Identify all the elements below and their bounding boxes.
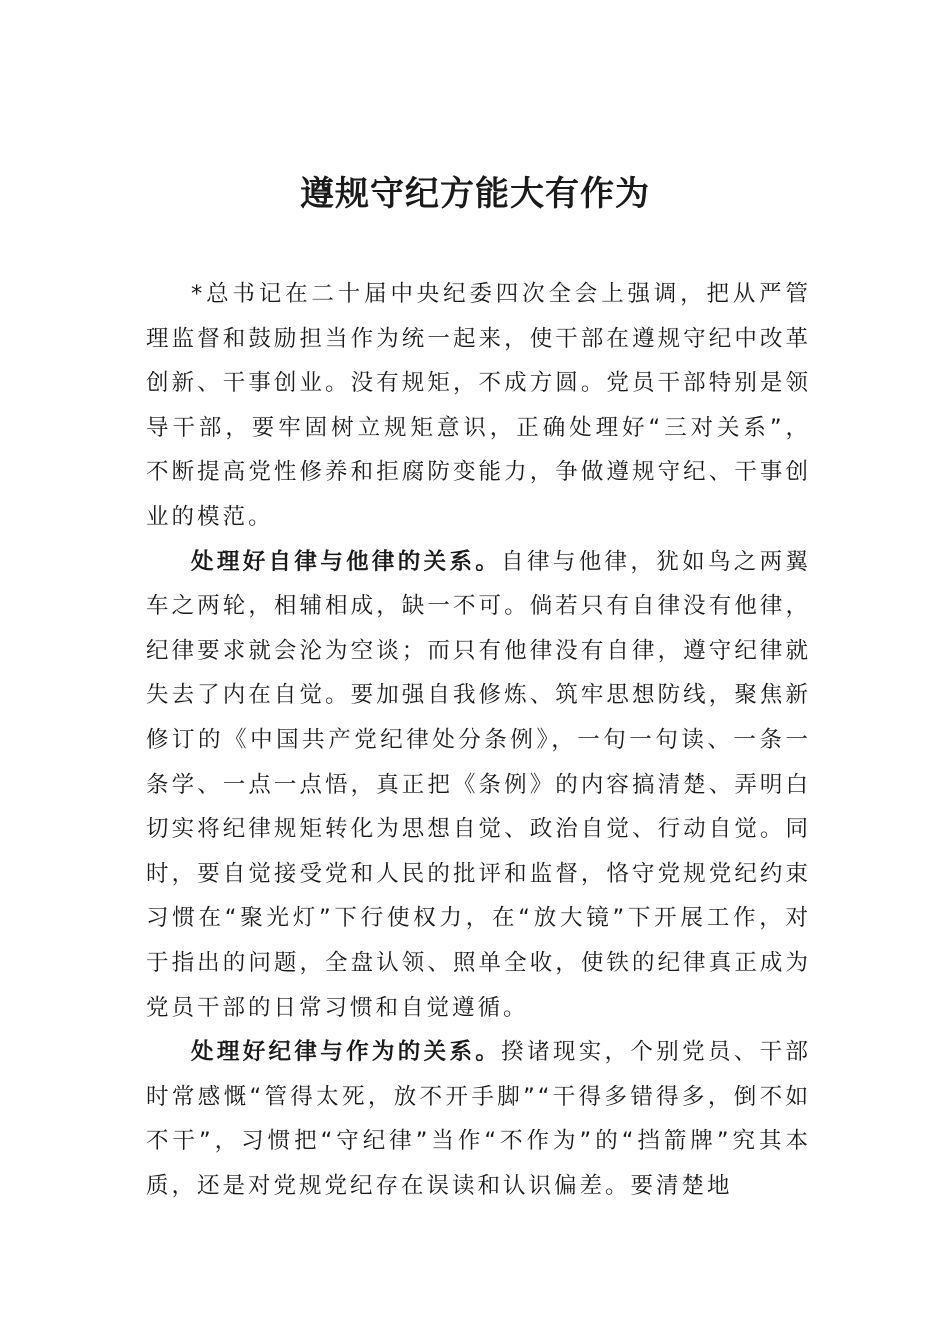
paragraph-text: 自律与他律，犹如鸟之两翼车之两轮，相辅相成，缺一不可。倘若只有自律没有他律，纪律要求就会沦为空谈；而只有他律没有自律，遵守纪律就失去了内在自觉。要加强自我修炼、筑牢思想防线，聚焦新修订的《中国共产党纪律处分条例》，一句一句读、一条一条学、一点一点悟，真正把《条例》的内容搞清楚、弄明白切实将纪律规矩转化为思想自觉、政治自觉、行动自觉。同时，要自觉接受党和人民的批评和监督，恪守党规党纪约束习惯在“聚光灯”下行使权力，在“放大镜”下开展工作，对于指出的问题，全盘认领、照单全收，使铁的纪律真正成为党员干部的日常习惯和自觉遵循。 <box>146 548 811 1021</box>
paragraph-heading: 处理好自律与他律的关系。 <box>191 548 502 575</box>
paragraph-discipline-action <box>146 1030 811 1208</box>
paragraph-text: 揆诸现实，个别党员、干部时常感慨“管得太死，放不开手脚”“干得多错得多，倒不如不干”，习惯把“守纪律”当作“不作为”的“挡箭牌”究其本质，还是对党规党纪存在误读和认识偏差。要清楚地 <box>146 1039 811 1199</box>
paragraph-self-discipline <box>146 540 811 1031</box>
document-title: 遵规守纪方能大有作为 <box>300 174 650 214</box>
document-body <box>146 272 811 1208</box>
paragraph-heading: 处理好纪律与作为的关系。 <box>191 1039 502 1066</box>
paragraph-intro <box>146 272 811 540</box>
paragraph-text: *总书记在二十届中央纪委四次全会上强调，把从严管理监督和鼓励担当作为统一起来，使干部在遵规守纪中改革创新、干事创业。没有规矩，不成方圆。党员干部特别是领导干部，要牢固树立规矩意识，正确处理好“三对关系”，不断提高党性修养和拒腐防变能力，争做遵规守纪、干事创业的模范。 <box>146 281 811 530</box>
